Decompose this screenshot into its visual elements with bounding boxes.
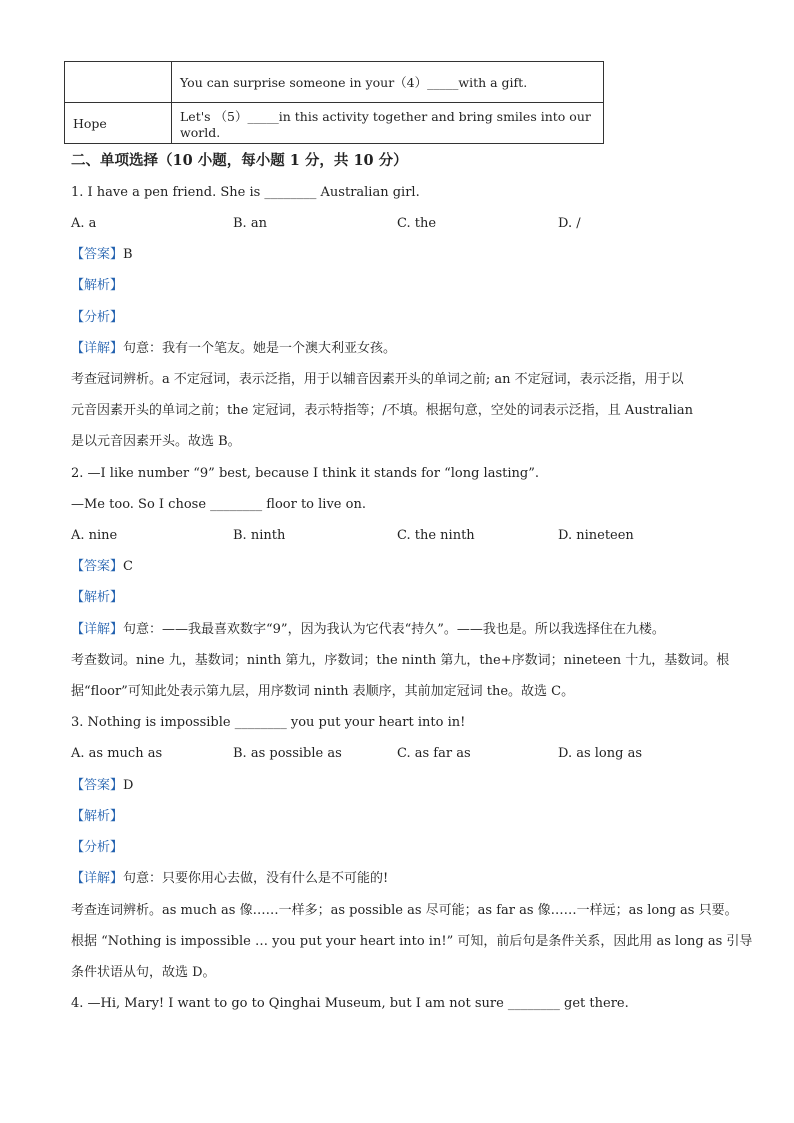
q3-detail: 【详解】句意：只要你用心去做，没有什么是不可能的! bbox=[71, 871, 389, 886]
table-row bbox=[65, 62, 604, 103]
q1-fenxi bbox=[71, 309, 123, 327]
q1-option-b: B. an bbox=[233, 216, 267, 231]
reading-table bbox=[64, 61, 604, 144]
q2-option-a: A. nine bbox=[71, 528, 118, 543]
bracket-label: 【解析】 bbox=[71, 590, 124, 605]
bracket-label: 【解析】 bbox=[71, 278, 124, 293]
q3-answer: 【答案】D bbox=[71, 778, 134, 793]
bracket-label: 【答案】 bbox=[71, 559, 124, 574]
bracket-label: 【分析】 bbox=[71, 310, 124, 325]
q1-explanation-line: 元音因素开头的单词之前；the 定冠词，表示特指等；/不填。根据句意，空处的词表示泛指，且 Australian bbox=[71, 403, 693, 418]
q1-explanation-line: 是以元音因素开头。故选 B。 bbox=[71, 434, 241, 449]
q1-detail: 【详解】句意：我有一个笔友。她是一个澳大利亚女孩。 bbox=[71, 341, 397, 356]
bracket-label: 【详解】 bbox=[71, 341, 124, 356]
table-cell-label: Hope bbox=[65, 103, 172, 144]
q3-jiexi bbox=[71, 808, 123, 826]
table-row bbox=[65, 103, 604, 144]
q2-explanation-line: 据“floor”可知此处表示第九层，用序数词 ninth 表顺序，其前加定冠词 the。故选 C。 bbox=[71, 684, 575, 699]
q2-option-c: C. the ninth bbox=[397, 528, 475, 543]
bracket-label: 【分析】 bbox=[71, 840, 124, 855]
q1-option-a: A. a bbox=[71, 216, 97, 231]
q3-explanation-line: 条件状语从句，故选 D。 bbox=[71, 965, 216, 980]
q2-option-d: D. nineteen bbox=[558, 528, 634, 543]
q1-answer: 【答案】B bbox=[71, 247, 133, 262]
bracket-label: 【详解】 bbox=[71, 622, 124, 637]
q1-explanation-line: 考查冠词辨析。a 不定冠词，表示泛指，用于以辅音因素开头的单词之前; an 不定冠词，表示泛指，用于以 bbox=[71, 372, 684, 387]
q3-option-a: A. as much as bbox=[71, 746, 163, 761]
bracket-label: 【解析】 bbox=[71, 809, 124, 824]
q2-explanation-line: 考查数词。nine 九，基数词；ninth 第九，序数词；the ninth 第九，the+序数词；nineteen 十九，基数词。根 bbox=[71, 653, 730, 668]
q2-jiexi bbox=[71, 589, 123, 607]
q3-explanation-line: 考查连词辨析。as much as 像……一样多；as possible as 尽可能；as far as 像……一样远；as long as 只要。 bbox=[71, 903, 738, 918]
q2-option-b: B. ninth bbox=[233, 528, 286, 543]
q3-fenxi bbox=[71, 839, 123, 857]
q1-jiexi bbox=[71, 277, 123, 295]
table-cell-label bbox=[65, 62, 172, 103]
q1-option-d: D. / bbox=[558, 216, 581, 231]
table-cell-text: Let's （5）_____in this activity together and bring smiles into our world. bbox=[172, 103, 604, 144]
q2-detail: 【详解】句意：——我最喜欢数字“9”，因为我认为它代表“持久”。——我也是。所以我选择住在九楼。 bbox=[71, 622, 665, 637]
bracket-label: 【答案】 bbox=[71, 778, 124, 793]
q2-stem: 2. —I like number “9” best, because I think it stands for “long lasting”. bbox=[71, 466, 539, 481]
bracket-label: 【详解】 bbox=[71, 871, 124, 886]
q2-answer: 【答案】C bbox=[71, 559, 133, 574]
section-title: 二、单项选择（10 小题，每小题 1 分，共 10 分） bbox=[71, 152, 408, 169]
q2-stem-reply: —Me too. So I chose ________ floor to live on. bbox=[71, 497, 366, 512]
q3-option-d: D. as long as bbox=[558, 746, 643, 761]
q3-stem: 3. Nothing is impossible ________ you put your heart into in! bbox=[71, 715, 466, 730]
q4-stem: 4. —Hi, Mary! I want to go to Qinghai Museum, but I am not sure ________ get there. bbox=[71, 996, 629, 1011]
table-cell-text: You can surprise someone in your（4）_____with a gift. bbox=[172, 62, 604, 103]
q3-option-c: C. as far as bbox=[397, 746, 471, 761]
q3-option-b: B. as possible as bbox=[233, 746, 342, 761]
q3-explanation-line: 根据 “Nothing is impossible … you put your heart into in!” 可知，前后句是条件关系，因此用 as long as 引导 bbox=[71, 934, 753, 949]
q1-stem: 1. I have a pen friend. She is ________ Australian girl. bbox=[71, 185, 420, 200]
q1-option-c: C. the bbox=[397, 216, 437, 231]
bracket-label: 【答案】 bbox=[71, 247, 124, 262]
